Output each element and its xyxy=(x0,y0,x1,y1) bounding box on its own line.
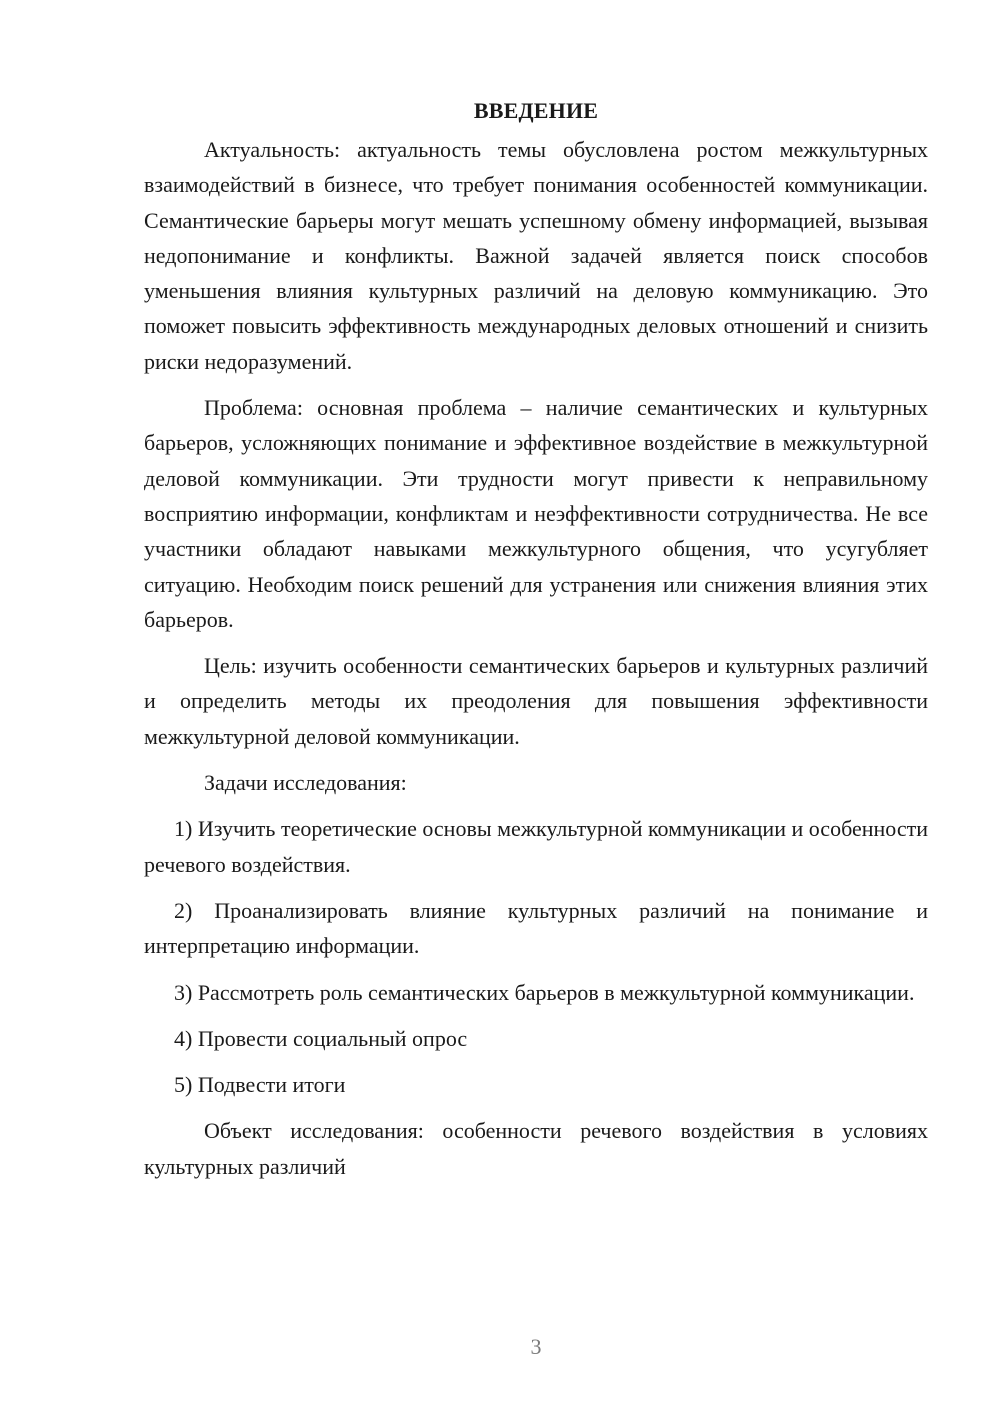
task-item-4: 4) Провести социальный опрос xyxy=(174,1025,468,1051)
paragraph-goal: Цель: изучить особенности семантических барьеров и культурных различий и определить методы их преодоления для повышения эффективности межкультурной деловой коммуникации. xyxy=(144,653,928,749)
task-item-1: 1) Изучить теоретические основы межкультурной коммуникации и особенности речевого воздействия. xyxy=(144,816,928,877)
task-item-5: 5) Подвести итоги xyxy=(174,1072,346,1098)
paragraph-object: Объект исследования: особенности речевого воздействия в условиях культурных различий xyxy=(144,1118,928,1179)
paragraph-relevance: Актуальность: актуальность темы обусловлена ростом межкультурных взаимодействий в бизнесе, что требует понимания особенностей коммуникации. Семантические барьеры могут мешать успешному обмену информацией, вызывая недопонимание и конфликты. Важной задачей является поиск способов уменьшения влияния культурных различий на деловую коммуникацию. Это поможет повысить эффективность международных деловых отношений и снизить риски недоразумений. xyxy=(144,137,928,374)
page-number: 3 xyxy=(530,1334,542,1359)
paragraph-problem: Проблема: основная проблема – наличие семантических и культурных барьеров, усложняющих понимание и эффективное воздействие в межкультурной деловой коммуникации. Эти трудности могут привести к неправильному восприятию информации, конфликтам и неэффективности сотрудничества. Не все участники обладают навыками межкультурного общения, что усугубляет ситуацию. Необходим поиск решений для устранения или снижения влияния этих барьеров. xyxy=(144,395,928,632)
section-title: ВВЕДЕНИЕ xyxy=(473,98,599,123)
tasks-heading: Задачи исследования: xyxy=(204,770,407,796)
task-item-2: 2) Проанализировать влияние культурных различий на понимание и интерпретацию информации. xyxy=(144,897,928,959)
task-item-3: 3) Рассмотреть роль семантических барьеров в межкультурной коммуникации. xyxy=(174,979,915,1005)
document-page xyxy=(144,96,928,1195)
